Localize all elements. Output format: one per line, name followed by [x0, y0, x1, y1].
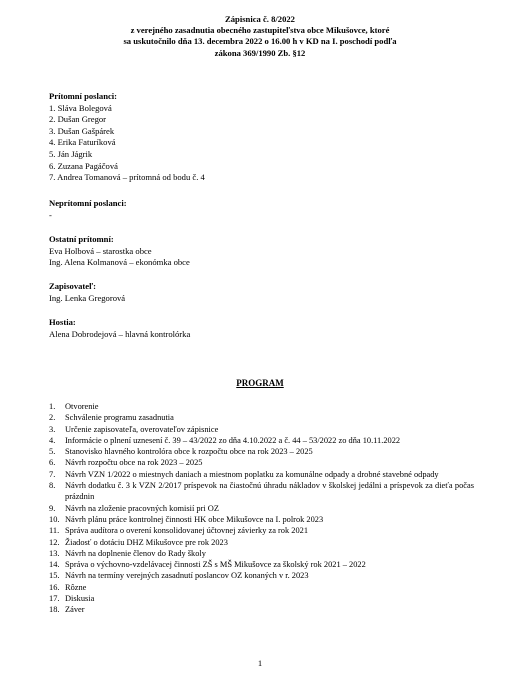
- present-heading: Prítomní poslanci:: [49, 91, 118, 101]
- program-item-text: Otvorenie: [65, 402, 99, 411]
- program-item-text: Rôzne: [65, 582, 87, 592]
- present-member: 5. Ján Jágrik: [49, 148, 93, 159]
- others-item: Ing. Alena Kolmanová – ekonómka obce: [49, 257, 190, 268]
- recorder-heading: Zapisovateľ:: [49, 281, 96, 291]
- program-item-text: Správa o výchovno-vzdelávacej činnosti ZŠ s MŠ Mikušovce za školský rok 2021 – 2022: [65, 560, 366, 570]
- header-line-4: zákona 369/1990 Zb. §12: [214, 47, 306, 58]
- header-line-2: z verejného zasadnutia obecného zastupiteľstva obce Mikušovce, ktoré: [130, 25, 390, 36]
- present-member: 3. Dušan Gašpárek: [49, 125, 115, 136]
- program-item-number: 14.: [49, 560, 60, 570]
- others-heading: Ostatní prítomní:: [49, 234, 114, 244]
- guests-value: Alena Dobrodejová – hlavná kontrolórka: [49, 328, 191, 339]
- program-item-number: 9.: [49, 503, 56, 513]
- program-title: PROGRAM: [236, 378, 284, 388]
- program-item-number: 12.: [49, 537, 60, 547]
- absent-heading: Neprítomní poslanci:: [49, 198, 127, 208]
- present-section: [49, 91, 205, 184]
- program-item: [49, 401, 474, 412]
- program-item: [49, 412, 474, 423]
- program-item: [49, 435, 474, 446]
- program-item-text: Návrh na doplnenie členov do Rady školy: [65, 548, 206, 558]
- program-item-number: 2.: [49, 413, 56, 423]
- program-item-number: 17.: [49, 594, 60, 604]
- document-header: [60, 14, 460, 59]
- program-item-number: 7.: [49, 469, 56, 479]
- program-item-text: Stanovisko hlavného kontrolóra obce k rozpočtu obce na rok 2023 – 2025: [65, 447, 313, 457]
- program-item-text: Správa audítora o overení konsolidovanej účtovnej závierky za rok 2021: [65, 526, 309, 536]
- program-item-text: Informácie o plnení uznesení č. 39 – 43/2022 zo dňa 4.10.2022 a č. 44 – 53/2022 zo dňa 10.11.2022: [65, 435, 401, 445]
- program-item: [49, 570, 474, 581]
- program-item: [49, 548, 474, 559]
- program-item: [49, 582, 474, 593]
- recorder-section: [49, 281, 125, 304]
- program-item-number: 4.: [49, 435, 56, 445]
- present-member: 4. Erika Faturíková: [49, 137, 116, 148]
- minutes-title: Zápisnica č. 8/2022: [225, 14, 295, 24]
- program-item: [49, 469, 474, 480]
- program-item-number: 1.: [49, 402, 56, 411]
- program-item-number: 16.: [49, 582, 60, 592]
- program-item-text: Záver: [65, 605, 85, 615]
- others-section: [49, 234, 190, 269]
- program-item-number: 10.: [49, 514, 60, 524]
- absent-section: [49, 198, 127, 221]
- program-item-number: 3.: [49, 424, 56, 434]
- program-item: [49, 537, 474, 548]
- guests-heading: Hostia:: [49, 317, 76, 327]
- program-item: [49, 559, 474, 570]
- absent-value: -: [49, 209, 52, 220]
- program-item-number: 5.: [49, 447, 56, 457]
- program-item-text: Schválenie programu zasadnutia: [65, 413, 174, 423]
- present-member: 6. Zuzana Pagáčová: [49, 160, 118, 171]
- recorder-value: Ing. Lenka Gregorová: [49, 292, 126, 303]
- guests-section: [49, 317, 190, 340]
- program-item: [49, 424, 474, 435]
- header-line-3: sa uskutočnilo dňa 13. decembra 2022 o 16.00 h v KD na I. poschodí podľa: [123, 36, 397, 47]
- program-item-text: Návrh rozpočtu obce na rok 2023 – 2025: [65, 458, 203, 468]
- program-item: [49, 604, 474, 615]
- program-item: [49, 503, 474, 514]
- program-item-number: 6.: [49, 458, 56, 468]
- present-member: 7. Andrea Tomanová – prítomná od bodu č. 4: [49, 172, 205, 183]
- page-number: 1: [257, 658, 263, 668]
- program-list: [49, 401, 474, 616]
- program-item: [49, 480, 474, 503]
- others-item: Eva Holbová – starostka obce: [49, 245, 152, 256]
- program-item: [49, 446, 474, 457]
- program-item: [49, 593, 474, 604]
- program-item-text: Návrh na termíny verejných zasadnutí poslancov OZ konaných v r. 2023: [65, 571, 309, 581]
- program-item: [49, 457, 474, 468]
- program-item-number: 18.: [49, 605, 60, 615]
- program-item-text: Žiadosť o dotáciu DHZ Mikušovce pre rok 2023: [65, 537, 228, 547]
- program-item-text: Návrh VZN 1/2022 o miestnych daniach a miestnom poplatku za komunálne odpady a drobné stavebné odpady: [65, 469, 439, 479]
- program-item-number: 11.: [49, 526, 60, 536]
- program-item-text: Diskusia: [65, 594, 95, 604]
- present-member: 1. Slávа Bolegová: [49, 102, 112, 113]
- program-item: [49, 514, 474, 525]
- program-item-number: 13.: [49, 548, 60, 558]
- program-item-number: 15.: [49, 571, 60, 581]
- program-item-text: Návrh na zloženie pracovných komisií pri OZ: [65, 503, 219, 513]
- program-item-text: Návrh plánu práce kontrolnej činnosti HK obce Mikušovce na I. polrok 2023: [65, 514, 324, 524]
- present-member: 2. Dušan Gregor: [49, 114, 107, 125]
- program-item: [49, 525, 474, 536]
- program-item-text: Návrh dodatku č. 3 k VZN 2/2017 príspevok na čiastočnú úhradu nákladov v školskej jedálni a príspevok za dieťa počas prázdnin: [65, 481, 474, 502]
- program-item-number: 8.: [49, 481, 56, 491]
- program-item-text: Určenie zapisovateľa, overovateľov zápisnice: [65, 424, 219, 434]
